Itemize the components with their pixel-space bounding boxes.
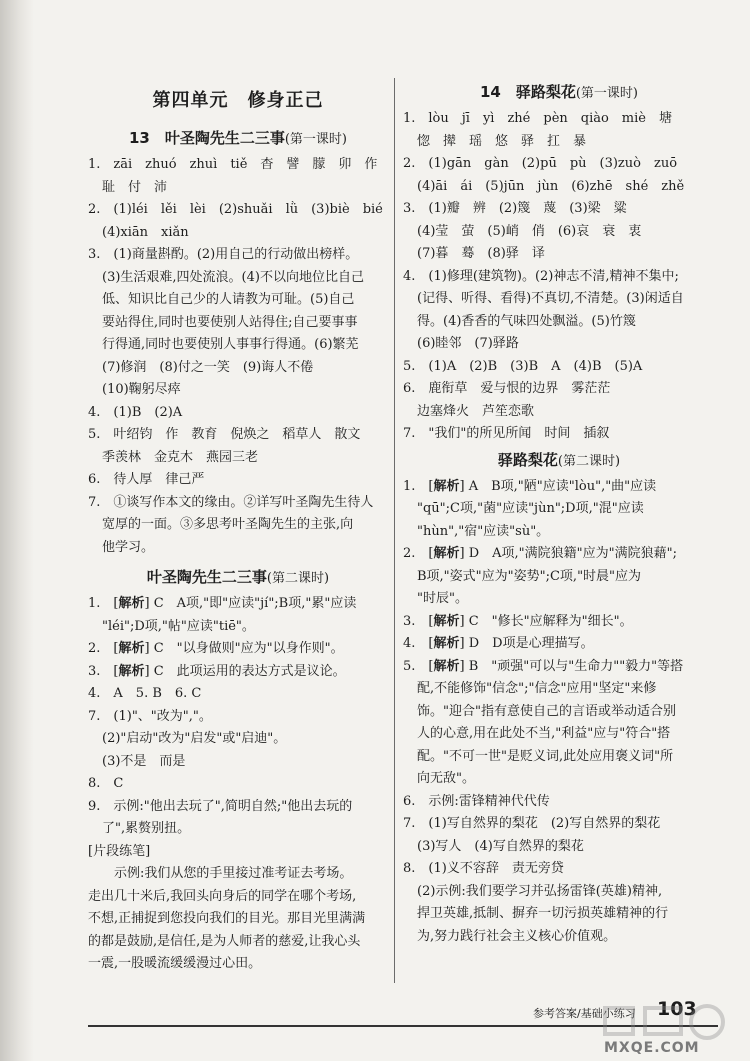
lesson-14-part2-subtitle: (第二课时) [557,453,621,469]
answer-line: 7. (1)"、"改为","。 [88,708,212,724]
column-divider [394,78,395,983]
answer-line: 4. (1)B (2)A [88,404,183,420]
analysis-label: 解析 [433,478,460,494]
analysis-label: 解析 [433,658,460,674]
analysis-label: 解析 [433,546,460,561]
answer-line: 1. zāi zhuó zhuì tiě 杳 譬 朦 卯 作 [88,157,378,172]
paragraph-line: 示例:我们从您的手里接过准考证去考场。 [114,866,353,881]
answer-line: 4. A 5. B 6. C [88,686,202,701]
answer-line: 3. [解析] C "修长"应解释为"细长"。 [403,613,633,629]
lesson-14-title-text: 14 驿路梨花 [479,83,576,101]
answer-line: 1. lòu jī yì zhé pèn qiào miè 塘 [403,111,672,126]
answer-line: 8. (1)义不容辞 责无旁贷 [403,861,564,876]
answer-line: (4)xiān xiǎn [102,224,189,240]
answer-line: (2)示例:我们要学习并弘扬雷锋(英雄)精神, [417,883,663,899]
watermark-text: MXQE.COM [604,1040,700,1056]
answer-line: 2. (1)léi lěi lèi (2)shuǎi lǜ (3)biè bié [88,202,383,217]
answer-line: 7. "我们"的所见所闻 时间 插叙 [403,426,610,441]
right-column [403,80,715,948]
answer-line: 饰。"迎合"指有意使自己的言语或举动适合别 [417,703,676,719]
answer-line: 人的心意,用在此处不当,"利益"应与"符合"搭 [417,726,671,741]
answer-line: 得。(4)香香的气味四处飘溢。(5)竹篾 [417,313,636,329]
answer-line: (6)睦邻 (7)驿路 [417,336,519,351]
answer-text: A B项,"陋"应读"lòu","曲"应读 [468,478,657,494]
answer-line: (7)暮 蓦 (8)驿 译 [417,246,545,261]
answer-line: 配,不能修饰"信念";"信念"应用"坚定"来修 [417,681,657,696]
section-label: [片段练笔] [88,843,151,859]
answer-line: 5. [解析] B "顽强"可以与"生命力""毅力"等搭 [403,658,684,674]
answer-line: 6. 待人厚 律己严 [88,472,205,487]
answer-line: (3)不是 而是 [102,753,186,769]
answer-line: (2)"启动"改为"启发"或"启迪"。 [102,731,287,746]
analysis-label: 解析 [118,641,145,656]
answer-line: B项,"姿式"应为"姿势";C项,"时晨"应为 [417,568,642,584]
answer-line: (7)修润 (8)付之一笑 (9)诲人不倦 [102,359,314,375]
lesson-14-title [403,80,715,106]
answer-line: 他学习。 [102,539,155,555]
analysis-label: 解析 [118,663,145,679]
left-column [88,80,388,976]
answer-line: 配。"不可一世"是贬义词,此处应用褒义词"所 [417,748,674,764]
answer-line: (3)生活艰难,四处流浪。(4)不以向地位比自己 [102,269,364,285]
lesson-13-subtitle: (第一课时) [284,132,348,147]
paragraph-line: 不想,正捕捉到您投向我们的目光。那目光里满满 [88,911,366,926]
page-number: 103 [657,998,697,1020]
answer-line: 3. [解析] C 此项运用的表达方式是议论。 [88,663,346,679]
answer-line: 2. [解析] D A项,"满院狼籍"应为"满院狼藉"; [403,546,677,561]
answer-line: 1. [解析] A B项,"陋"应读"lòu","曲"应读 [403,478,657,494]
answer-line: 9. 示例:"他出去玩了",简明自然;"他出去玩的 [88,798,353,814]
answer-line: 5. 叶绍钧 作 教育 倪焕之 稻草人 散文 [88,427,361,442]
answer-line: "qū";C项,"菌"应读"jùn";D项,"混"应读 [417,501,644,516]
answer-line: 8. C [88,776,124,791]
answer-line: 边塞烽火 芦笙恋歌 [417,403,535,419]
answer-text: C "修长"应解释为"细长"。 [468,613,633,629]
answer-line: 5. (1)A (2)B (3)B A (4)B (5)A [403,358,643,374]
answer-line: (3)写人 (4)写自然界的梨花 [417,838,584,854]
answer-text: D A项,"满院狼籍"应为"满院狼藉"; [468,546,677,561]
answer-line: (4)莹 萤 (5)峭 俏 (6)哀 衰 衷 [417,223,642,239]
answer-line: 2. (1)gān gàn (2)pū pù (3)zuò zuō [403,156,678,171]
answer-line: (记得、听得、看得)不真切,不清楚。(3)闲适自 [417,291,684,306]
answer-line: 7. ①谈写作本文的缘由。②详写叶圣陶先生待人 [88,494,374,510]
answer-line: 4. (1)修理(建筑物)。(2)神志不清,精神不集中; [403,268,679,284]
answer-text: C A项,"即"应读"jí";B项,"累"应读 [153,596,357,611]
answer-line: (10)鞠躬尽瘁 [102,382,181,397]
lesson-13-title-text: 13 叶圣陶先生二三事 [128,129,285,147]
answer-line: 了",累赘别扭。 [102,821,191,836]
paragraph-line: 走出几十米后,我回头向身后的同学在哪个考场, [88,888,357,904]
lesson-14-part2-title-text: 驿路梨花 [497,450,558,469]
answer-line: 6. 示例:雷锋精神代代传 [403,793,550,809]
lesson-13-part2-subtitle: (第二课时) [266,571,330,586]
answer-line: 7. (1)写自然界的梨花 (2)写自然界的梨花 [403,816,661,831]
lesson-13-part2-title [88,565,388,591]
analysis-label: 解析 [433,613,460,629]
answer-line: "时辰"。 [417,591,468,606]
analysis-label: 解析 [118,596,145,611]
answer-line: 3. (1)瓣 辨 (2)篾 蔑 (3)梁 粱 [403,201,627,216]
answer-line: 惚 撵 瑶 悠 驿 扛 暴 [417,133,587,149]
answer-line: 低、知识比自己少的人请教为可耻。(5)自己 [102,292,355,307]
paragraph-line: 的都是鼓励,是信任,是为人师者的慈爱,让我心头 [88,933,361,949]
answer-line: "léi";D项,"帖"应读"tiē"。 [102,618,255,634]
answer-line: (4)āi ái (5)jūn jùn (6)zhē shé zhě [417,178,685,194]
lesson-13-part2-title-text: 叶圣陶先生二三事 [146,568,267,586]
answer-line: 季羡林 金克木 燕园三老 [102,449,259,465]
answer-line: 耻 付 沛 [102,179,168,195]
answer-line: 6. 鹿衔草 爱与恨的边界 雾茫茫 [403,381,611,396]
answer-line: 宽厚的一面。③多思考叶圣陶先生的主张,向 [102,517,354,532]
answer-line: 向无敌"。 [417,771,475,786]
page-spine-shadow [0,0,34,1061]
footer-label: 参考答案/基础小练习 [533,1007,636,1020]
lesson-14-subtitle: (第一课时) [575,86,639,101]
paragraph-line: 一震,一股暖流缓缓漫过心田。 [88,956,262,971]
lesson-13-title [88,126,388,152]
answer-line: 捍卫英雄,抵制、摒弃一切污损英雄精神的行 [417,906,669,921]
answer-line: 要站得住,同时也要使别人站得住;自己要事事 [102,314,358,330]
answer-text: C 此项运用的表达方式是议论。 [153,663,346,679]
answer-text: C "以身做则"应为"以身作则"。 [153,641,344,656]
answer-line: "hùn","宿"应读"sù"。 [417,523,550,539]
unit-title: 第四单元 修身正己 [152,90,324,111]
answer-text: D D项是心理描写。 [468,636,594,651]
answer-line: 1. [解析] C A项,"即"应读"jí";B项,"累"应读 [88,596,357,611]
answer-line: 4. [解析] D D项是心理描写。 [403,636,594,651]
answer-line: 3. (1)商量斟酌。(2)用自己的行动做出榜样。 [88,247,359,262]
lesson-14-part2-title [403,448,715,474]
answer-text: B "顽强"可以与"生命力""毅力"等搭 [468,658,684,674]
answer-line: 为,努力践行社会主义核心价值观。 [417,928,617,944]
answer-line: 2. [解析] C "以身做则"应为"以身作则"。 [88,641,344,656]
answer-line: 行得通,同时也要使别人事事行得通。(6)繁芜 [102,337,359,352]
analysis-label: 解析 [433,636,460,651]
